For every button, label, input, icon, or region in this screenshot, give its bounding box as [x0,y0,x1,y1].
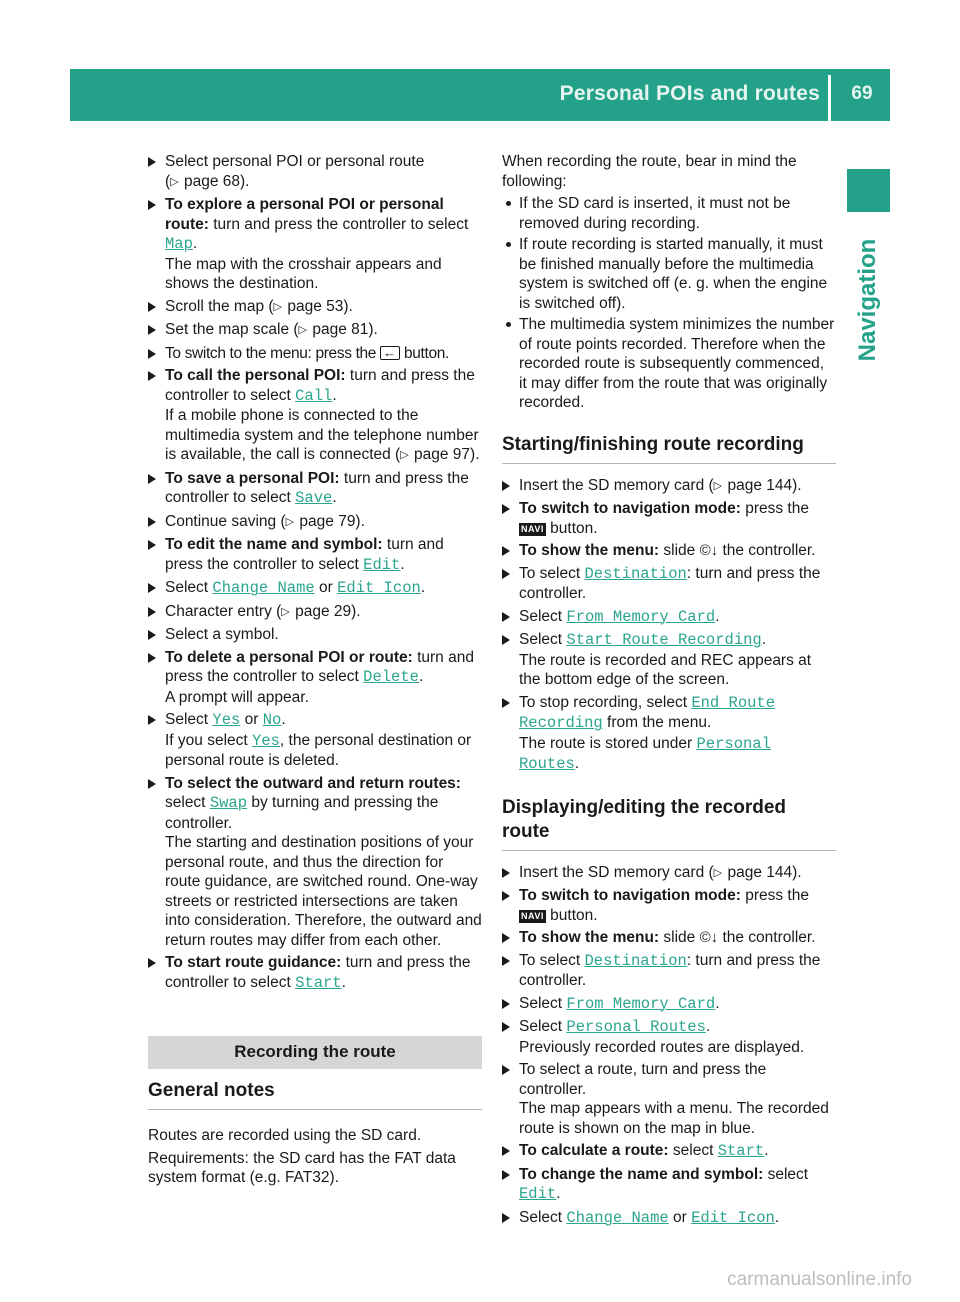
step-arrow-icon [148,653,156,663]
page-header [70,69,890,121]
step: To switch to navigation mode: press the NAVI button. [502,499,836,538]
step: Scroll the map (▷ page 53). [148,297,482,318]
step: Select From Memory Card. [502,607,836,628]
header-title: Personal POIs and routes [559,82,820,105]
step: Set the map scale (▷ page 81). [148,320,482,341]
step-arrow-icon [148,607,156,617]
bullet-item: The multimedia system minimizes the number of route points recorded. Therefore when the recorded route is subsequently commenced, it may differ from the route that was originally recorded. [502,315,836,413]
page-reference-icon: ▷ [170,175,179,188]
step: To show the menu: slide ©↓ the controller. [502,928,836,948]
menu-item-from-memory-card: From Memory Card [566,994,716,1013]
menu-item-save: Save [295,489,333,507]
page-reference-icon: ▷ [281,605,290,618]
step-arrow-icon [502,481,510,491]
step-arrow-icon [502,698,510,708]
step-arrow-icon [148,583,156,593]
navi-button-icon: NAVI [521,910,544,921]
right-column [502,152,836,1231]
step-arrow-icon [148,517,156,527]
step: To edit the name and symbol: turn and press the controller to select Edit. [148,535,482,575]
watermark: carmanualsonline.info [727,1269,912,1290]
step-arrow-icon [148,958,156,968]
step-arrow-icon [148,715,156,725]
back-button-icon [380,346,400,360]
step: Select Change Name or Edit Icon. [148,578,482,599]
page-reference-icon: ▷ [713,866,723,879]
side-tab-marker [847,169,890,212]
menu-item-personal-routes: Personal Routes [519,734,771,773]
menu-item-delete: Delete [363,668,419,686]
menu-item-start-route-recording: Start Route Recording [566,631,762,649]
bullet-item: If the SD card is inserted, it must not be removed during recording. [502,194,836,233]
menu-item-yes: Yes [252,731,280,750]
page-reference-icon: ▷ [400,449,409,461]
step: To select the outward and return routes: select Swap by turning and pressing the controller. The starting and destination positions of your personal route, and thus the direction for route guidance, are switched round. One-way streets or restricted intersections are taken into consideration. Therefore, the outward and return routes may differ from each other. [148,774,482,951]
step-arrow-icon [502,546,510,556]
menu-item-personal-routes: Personal Routes [566,1018,706,1036]
step-arrow-icon [148,302,156,312]
menu-item-edit: Edit [519,1185,557,1203]
page-reference-icon: ▷ [298,324,308,336]
navi-button-icon: NAVI [521,523,544,534]
step-arrow-icon [148,474,156,484]
step: Select a symbol. [148,625,482,645]
menu-item-no: No [262,711,282,729]
step-arrow-icon [502,868,510,878]
step-arrow-icon [148,540,156,550]
controller-slide-icon: ©↓ [699,542,719,559]
step-arrow-icon [502,891,510,901]
step-arrow-icon [502,1170,510,1180]
bullet-icon [506,242,511,247]
menu-item-destination: Destination [584,951,687,970]
step-arrow-icon [502,1022,510,1032]
step-arrow-icon [148,371,156,381]
step: To delete a personal POI or route: turn and press the controller to select Delete. A prompt will appear. [148,648,482,708]
section-title: Recording the route [148,1036,482,1069]
step-arrow-icon [502,612,510,622]
step: To calculate a route: select Start. [502,1141,836,1162]
step: To change the name and symbol: select Edit. [502,1165,836,1205]
step: To save a personal POI: turn and press the controller to select Save. [148,469,482,509]
step-arrow-icon [502,569,510,579]
step-arrow-icon [148,630,156,640]
step: To select Destination: turn and press the controller. [502,951,836,991]
left-column [148,152,482,1191]
paragraph: Requirements: the SD card has the FAT data system format (e.g. FAT32). [148,1149,456,1186]
header-divider [828,75,831,121]
step-arrow-icon [502,1146,510,1156]
menu-item-from-memory-card: From Memory Card [566,607,716,626]
step-arrow-icon [502,956,510,966]
page-reference-icon: ▷ [273,300,283,313]
menu-item-call: Call [295,386,333,405]
step-arrow-icon [502,1065,510,1075]
step: Select personal POI or personal route (▷ page 68). [148,152,482,192]
menu-item-end-route-recording: End Route Recording [519,693,776,732]
menu-item-swap: Swap [209,794,248,812]
menu-item-edit-icon: Edit Icon [337,579,421,597]
menu-item-start: Start [295,973,342,992]
step: Select Personal Routes. Previously recorded routes are displayed. [502,1017,836,1057]
step: To start route guidance: turn and press the controller to select Start. [148,953,482,993]
step-arrow-icon [502,933,510,943]
step-arrow-icon [148,779,156,789]
subsection-heading: Displaying/editing the recorded route [502,796,836,851]
step: To switch to the menu: press the ← button. [148,344,482,364]
subsection-heading: Starting/finishing route recording [502,433,836,464]
menu-item-start: Start [717,1142,765,1160]
step-arrow-icon [148,325,156,335]
page-number: 69 [851,83,873,104]
menu-item-destination: Destination [584,564,687,583]
step: Character entry (▷ page 29). [148,602,482,623]
menu-item-edit: Edit [363,555,401,574]
step: To call the personal POI: turn and press the controller to select Call. If a mobile phone is connected to the multimedia system and the telephone number is available, the call is connected (▷ page 97). [148,366,482,466]
menu-item-yes: Yes [212,711,241,729]
step-arrow-icon [148,349,156,359]
menu-item-change-name: Change Name [212,579,315,597]
step-arrow-icon [502,635,510,645]
step: Select Change Name or Edit Icon. [502,1208,836,1229]
step: To explore a personal POI or personal route: turn and press the controller to select Map. The map with the crosshair appears and shows the destination. [148,195,482,294]
bullet-icon [506,322,511,327]
step: Continue saving (▷ page 79). [148,512,482,533]
bullet-item: If route recording is started manually, it must be finished manually before the multimedia system is switched off (e. g. when the engine is switched off). [502,235,836,313]
menu-item-change-name: Change Name [566,1208,669,1227]
bullet-icon [506,201,511,206]
step-arrow-icon [502,999,510,1009]
paragraph: When recording the route, bear in mind the following: [502,153,797,190]
step-arrow-icon [148,200,156,210]
step: Insert the SD memory card (▷ page 144). [502,863,836,884]
subsection-heading: General notes [148,1079,482,1110]
step-arrow-icon [502,1213,510,1223]
page-reference-icon: ▷ [713,479,723,492]
step: To select a route, turn and press the controller. The map appears with a menu. The recorded route is shown on the map in blue. [502,1060,836,1138]
step: Select From Memory Card. [502,994,836,1015]
step: To stop recording, select End Route Recording from the menu. The route is stored under Personal Routes. [502,693,836,775]
step: Insert the SD memory card (▷ page 144). [502,476,836,497]
step-arrow-icon [148,157,156,167]
step: To select Destination: turn and press the controller. [502,564,836,604]
step: To show the menu: slide ©↓ the controller. [502,541,836,561]
step: To switch to navigation mode: press the NAVI button. [502,886,836,925]
side-tab-label: Navigation [854,238,881,362]
menu-item-map: Map [165,235,193,253]
paragraph: Routes are recorded using the SD card. [148,1127,422,1144]
step: Select Start Route Recording. The route is recorded and REC appears at the bottom edge of the screen. [502,630,836,690]
menu-item-edit-icon: Edit Icon [691,1208,775,1227]
controller-slide-icon: ©↓ [699,929,719,946]
page-reference-icon: ▷ [285,515,295,528]
step-arrow-icon [502,504,510,514]
step: Select Yes or No. If you select Yes, the personal destination or personal route is deleted. [148,710,482,771]
